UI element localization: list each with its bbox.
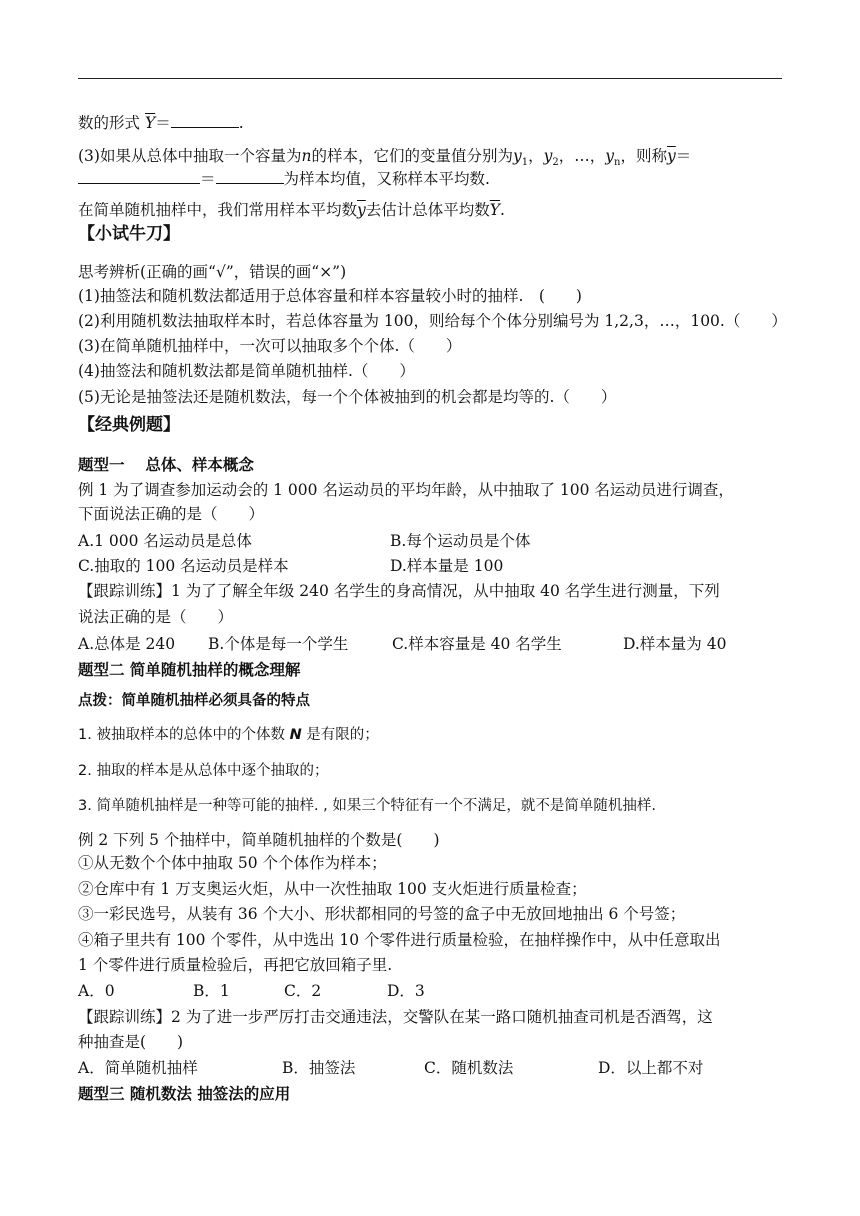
training1-option-b: B.个体是每一个学生: [208, 635, 349, 653]
intro-text: 在简单随机抽样中，我们常用样本平均数: [78, 201, 358, 219]
period: .: [238, 114, 244, 132]
population-mean-symbol: $\overline{Y}$: [489, 201, 501, 219]
example1-line: 例 1 为了调查参加运动会的 1 000 名运动员的平均年龄，从中抽取了 100 名运动员进行调查，: [78, 481, 734, 499]
hint-item: [78, 724, 798, 746]
example1-line: 下面说法正确的是（ ）: [78, 505, 265, 523]
type1-title: 题型一 总体、样本概念: [78, 455, 254, 474]
variable-y1: y: [512, 147, 522, 165]
hint-item: 3. 简单随机抽样是一种等可能的抽样. , 如果三个特征有一个不满足，就不是简单随机抽样.: [78, 798, 656, 814]
intro-line-3: [78, 168, 798, 190]
equals-sign: ＝: [675, 147, 692, 165]
type2-title: 题型二 简单随机抽样的概念理解: [78, 660, 301, 679]
training2-option-c: C．随机数法: [424, 1059, 514, 1077]
sample-mean-symbol: $\overline{y}$: [667, 147, 676, 165]
example1-option-b: B.每个运动员是个体: [390, 532, 531, 550]
example2-item: ③一彩民选号，从装有 36 个大小、形状都相同的号签的盒子中无放回地抽出 6 个号签；: [78, 905, 686, 923]
period: .: [500, 201, 505, 219]
population-mean-symbol: $\overline{Y}$: [144, 114, 156, 132]
practice-item: (2)利用随机数法抽取样本时，若总体容量为 100，则给每个个体分别编号为 1,2,3，…，100.（ ）: [78, 312, 787, 330]
example2-item: ②仓库中有 1 万支奥运火炬，从中一次性抽取 100 支火炬进行质量检查；: [78, 880, 587, 898]
fill-blank: [78, 168, 200, 184]
training2-option-a: A．简单随机抽样: [78, 1059, 198, 1077]
example2-option-b: B．1: [193, 982, 230, 1000]
type3-title: 题型三 随机数法 抽签法的应用: [78, 1084, 291, 1103]
example2-option-c: C．2: [284, 982, 322, 1000]
example1-option-c: C.抽取的 100 名运动员是样本: [78, 557, 289, 575]
training1-option-a: A.总体是 240: [78, 635, 176, 653]
comma: ，: [528, 147, 544, 165]
intro-text: 去估计总体平均数: [365, 201, 490, 219]
intro-text: 数的形式: [78, 114, 141, 132]
section-title-examples: 【经典例题】: [78, 415, 180, 435]
ellipsis: ，…，: [558, 147, 606, 165]
equals-sign: ＝: [200, 170, 216, 188]
training2-option-b: B．抽签法: [282, 1059, 356, 1077]
variable-yn: y: [605, 147, 615, 165]
hint-text: 1. 被抽取样本的总体中的个体数: [78, 727, 290, 743]
sample-size-symbol: n: [301, 147, 312, 165]
training1-line: 说法正确的是（ ）: [78, 608, 234, 626]
example1-option-a: A.1 000 名运动员是总体: [78, 532, 252, 550]
subscript: n: [614, 157, 621, 169]
hint-text: 是有限的；: [301, 727, 379, 743]
practice-lead: 思考辨析(正确的画“√”，错误的画“×”): [78, 263, 347, 281]
hint-title: 点拨：简单随机抽样必须具备的特点: [78, 693, 310, 709]
example2-option-d: D．3: [387, 982, 425, 1000]
example2-item: 1 个零件进行质量检验后，再把它放回箱子里.: [78, 956, 393, 974]
fill-blank: [171, 112, 239, 128]
practice-item: (4)抽签法和随机数法都是简单随机抽样.（ ）: [78, 362, 415, 380]
practice-item: (1)抽签法和随机数法都适用于总体容量和样本容量较小时的抽样. ( ): [78, 287, 582, 305]
section-title-practice: 【小试牛刀】: [78, 224, 180, 244]
example2-line: 例 2 下列 5 个抽样中，简单随机抽样的个数是( ): [78, 831, 440, 849]
subscript: 2: [552, 157, 559, 169]
intro-text: 的样本，它们的变量值分别为: [311, 147, 513, 165]
example2-option-a: A．0: [78, 982, 115, 1000]
practice-item: (5)无论是抽签法还是随机数法，每一个个体被抽到的机会都是均等的.（ ）: [78, 388, 617, 406]
training1-option-c: C.样本容量是 40 名学生: [392, 635, 562, 653]
subscript: 1: [521, 157, 529, 169]
population-count-symbol: N: [289, 727, 302, 743]
example2-item: ①从无数个个体中抽取 50 个个体作为样本；: [78, 854, 387, 872]
training2-option-d: D．以上都不对: [598, 1059, 704, 1077]
variable-y2: y: [543, 147, 553, 165]
example1-option-d: D.样本量是 100: [390, 557, 504, 575]
header-rule: [78, 78, 782, 79]
intro-text: 为样本均值，又称样本平均数.: [283, 170, 490, 188]
intro-text: (3)如果从总体中抽取一个容量为: [78, 147, 302, 165]
fill-blank: [216, 168, 284, 184]
practice-item: (3)在简单随机抽样中，一次可以抽取多个个体.（ ）: [78, 337, 462, 355]
training1-option-d: D.样本量为 40: [623, 635, 727, 653]
training2-line: 种抽查是( ): [78, 1033, 184, 1051]
equals-sign: ＝: [155, 114, 171, 132]
sample-mean-symbol: $\overline{y}$: [357, 201, 366, 219]
intro-text: ，则称: [620, 147, 668, 165]
training2-line: 【跟踪训练】2 为了进一步严厉打击交通违法，交警队在某一路口随机抽查司机是否酒驾，这: [78, 1008, 713, 1026]
intro-line-4: [78, 199, 798, 221]
training1-line: 【跟踪训练】1 为了了解全年级 240 名学生的身高情况，从中抽取 40 名学生进行测量，下列: [78, 582, 720, 600]
hint-item: 2. 抽取的样本是从总体中逐个抽取的；: [78, 763, 329, 779]
intro-line-1: [78, 112, 798, 134]
example2-item: ④箱子里共有 100 个零件，从中选出 10 个零件进行质量检验，在抽样操作中，从中任意取出: [78, 931, 721, 949]
